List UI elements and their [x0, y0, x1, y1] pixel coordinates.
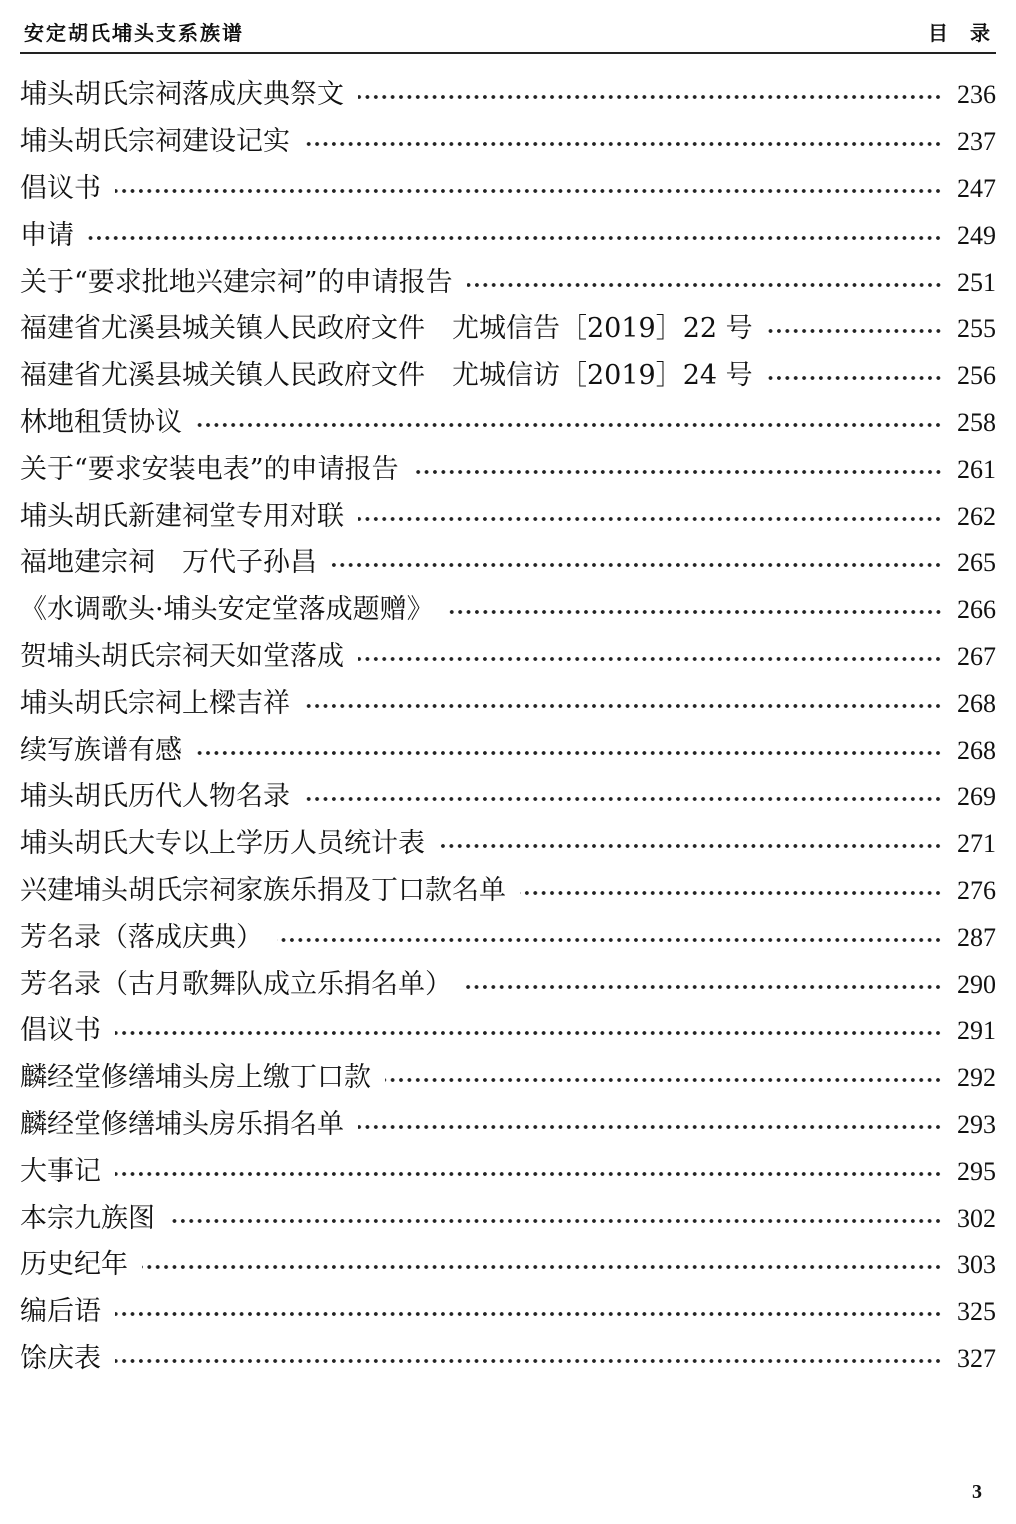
toc-entry-page: 256	[957, 361, 996, 391]
dot-leader	[358, 516, 944, 522]
dot-leader	[304, 796, 944, 802]
toc-entry-page: 247	[957, 173, 996, 203]
toc-entry[interactable]	[20, 259, 996, 306]
book-title: 安定胡氏埔头支系族谱	[24, 21, 244, 45]
toc-entry[interactable]	[20, 1336, 996, 1383]
toc-entry[interactable]	[20, 446, 996, 493]
toc-entry[interactable]	[20, 1102, 996, 1149]
toc-entry-page: 276	[957, 875, 996, 905]
dot-leader	[767, 375, 944, 381]
toc-entry[interactable]	[20, 914, 996, 961]
toc-entry-title: 麟经堂修缮埔头房乐捐名单	[20, 1108, 344, 1140]
toc-entry-title: 林地租赁协议	[20, 406, 182, 438]
toc-entry[interactable]	[20, 727, 996, 774]
toc-entry[interactable]	[20, 587, 996, 634]
toc-entry-page: 249	[957, 220, 996, 250]
dot-leader	[196, 750, 944, 756]
toc-entry[interactable]	[20, 166, 996, 213]
toc-entry-title: 福建省尤溪县城关镇人民政府文件 尤城信访［2019］24 号	[20, 360, 753, 392]
dot-leader	[115, 1311, 944, 1317]
toc-entry-title: 关于“要求批地兴建宗祠”的申请报告	[20, 266, 453, 298]
toc-entry-title: 大事记	[20, 1155, 101, 1187]
toc-entry-title: 埔头胡氏宗祠落成庆典祭文	[20, 79, 344, 111]
dot-leader	[448, 609, 944, 615]
dot-leader	[169, 1218, 944, 1224]
toc-entry-title: 续写族谱有感	[20, 734, 182, 766]
toc-entry-title: 埔头胡氏大专以上学历人员统计表	[20, 828, 425, 860]
toc-entry[interactable]	[20, 1242, 996, 1289]
toc-entry-page: 262	[957, 501, 996, 531]
dot-leader	[304, 703, 944, 709]
toc-entry[interactable]	[20, 821, 996, 868]
dot-leader	[196, 422, 944, 428]
dot-leader	[358, 94, 944, 100]
toc-entry-page: 236	[957, 80, 996, 110]
toc-entry[interactable]	[20, 212, 996, 259]
toc-entry-page: 327	[957, 1343, 996, 1373]
section-title: 目录	[928, 21, 1012, 45]
toc-entry[interactable]	[20, 353, 996, 400]
page-number: 3	[972, 1481, 982, 1503]
toc-entry-title: 倡议书	[20, 1015, 101, 1047]
toc-entry[interactable]	[20, 1195, 996, 1242]
dot-leader	[115, 1358, 944, 1364]
toc-entry[interactable]	[20, 72, 996, 119]
toc-entry-page: 237	[957, 127, 996, 157]
dot-leader	[385, 1077, 944, 1083]
dot-leader	[88, 235, 944, 241]
toc-entry-title: 埔头胡氏历代人物名录	[20, 781, 290, 813]
toc-entry-page: 295	[957, 1156, 996, 1186]
toc-entry[interactable]	[20, 961, 996, 1008]
toc-entry-title: 麟经堂修缮埔头房上缴丁口款	[20, 1062, 371, 1094]
dot-leader	[520, 890, 944, 896]
toc-entry-page: 292	[957, 1063, 996, 1093]
toc-entry-title: 埔头胡氏宗祠上樑吉祥	[20, 687, 290, 719]
table-of-contents	[20, 72, 996, 1382]
toc-entry-title: 兴建埔头胡氏宗祠家族乐捐及丁口款名单	[20, 874, 506, 906]
toc-entry-page: 287	[957, 922, 996, 952]
toc-entry-title: 关于“要求安装电表”的申请报告	[20, 453, 399, 485]
toc-entry-title: 本宗九族图	[20, 1202, 155, 1234]
dot-leader	[115, 188, 944, 194]
toc-entry-title: 贺埔头胡氏宗祠天如堂落成	[20, 640, 344, 672]
toc-entry-page: 271	[957, 829, 996, 859]
toc-entry-page: 258	[957, 407, 996, 437]
dot-leader	[358, 1124, 944, 1130]
toc-entry-page: 265	[957, 548, 996, 578]
toc-entry-page: 261	[957, 454, 996, 484]
toc-entry-page: 268	[957, 735, 996, 765]
dot-leader	[142, 1264, 944, 1270]
toc-entry-title: 福建省尤溪县城关镇人民政府文件 尤城信告［2019］22 号	[20, 313, 753, 345]
toc-entry[interactable]	[20, 119, 996, 166]
toc-entry-title: 编后语	[20, 1296, 101, 1328]
toc-entry-page: 293	[957, 1109, 996, 1139]
toc-entry[interactable]	[20, 1055, 996, 1102]
dot-leader	[466, 984, 944, 990]
dot-leader	[767, 328, 944, 334]
toc-entry[interactable]	[20, 400, 996, 447]
toc-entry[interactable]	[20, 1148, 996, 1195]
toc-entry-page: 266	[957, 595, 996, 625]
toc-entry[interactable]	[20, 493, 996, 540]
toc-entry-title: 埔头胡氏新建祠堂专用对联	[20, 500, 344, 532]
toc-entry-page: 269	[957, 782, 996, 812]
toc-entry[interactable]	[20, 1289, 996, 1336]
toc-entry[interactable]	[20, 540, 996, 587]
toc-entry-page: 251	[957, 267, 996, 297]
toc-entry-title: 埔头胡氏宗祠建设记实	[20, 126, 290, 158]
toc-entry-page: 268	[957, 688, 996, 718]
toc-entry-title: 申请	[20, 219, 74, 251]
dot-leader	[115, 1030, 944, 1036]
toc-entry-page: 290	[957, 969, 996, 999]
dot-leader	[467, 282, 944, 288]
toc-entry-page: 302	[957, 1203, 996, 1233]
toc-entry-title: 芳名录（落成庆典）	[20, 921, 263, 953]
toc-entry-title: 馀庆表	[20, 1342, 101, 1374]
toc-entry[interactable]	[20, 634, 996, 681]
toc-entry-title: 福地建宗祠 万代子孙昌	[20, 547, 317, 579]
dot-leader	[277, 937, 944, 943]
toc-entry[interactable]	[20, 306, 996, 353]
toc-entry-page: 325	[957, 1297, 996, 1327]
dot-leader	[304, 141, 944, 147]
dot-leader	[358, 656, 944, 662]
toc-entry-title: 历史纪年	[20, 1249, 128, 1281]
running-header	[20, 16, 1012, 54]
toc-entry[interactable]	[20, 680, 996, 727]
toc-entry-page: 291	[957, 1016, 996, 1046]
dot-leader	[115, 1171, 944, 1177]
toc-entry[interactable]	[20, 1008, 996, 1055]
toc-entry-page: 267	[957, 641, 996, 671]
dot-leader	[331, 562, 944, 568]
toc-entry[interactable]	[20, 774, 996, 821]
toc-entry-title: 《水调歌头·埔头安定堂落成题赠》	[20, 594, 434, 626]
dot-leader	[413, 469, 944, 475]
toc-entry-page: 255	[957, 314, 996, 344]
toc-entry[interactable]	[20, 868, 996, 915]
dot-leader	[439, 843, 944, 849]
toc-entry-title: 芳名录（古月歌舞队成立乐捐名单）	[20, 968, 452, 1000]
toc-entry-title: 倡议书	[20, 172, 101, 204]
toc-entry-page: 303	[957, 1250, 996, 1280]
